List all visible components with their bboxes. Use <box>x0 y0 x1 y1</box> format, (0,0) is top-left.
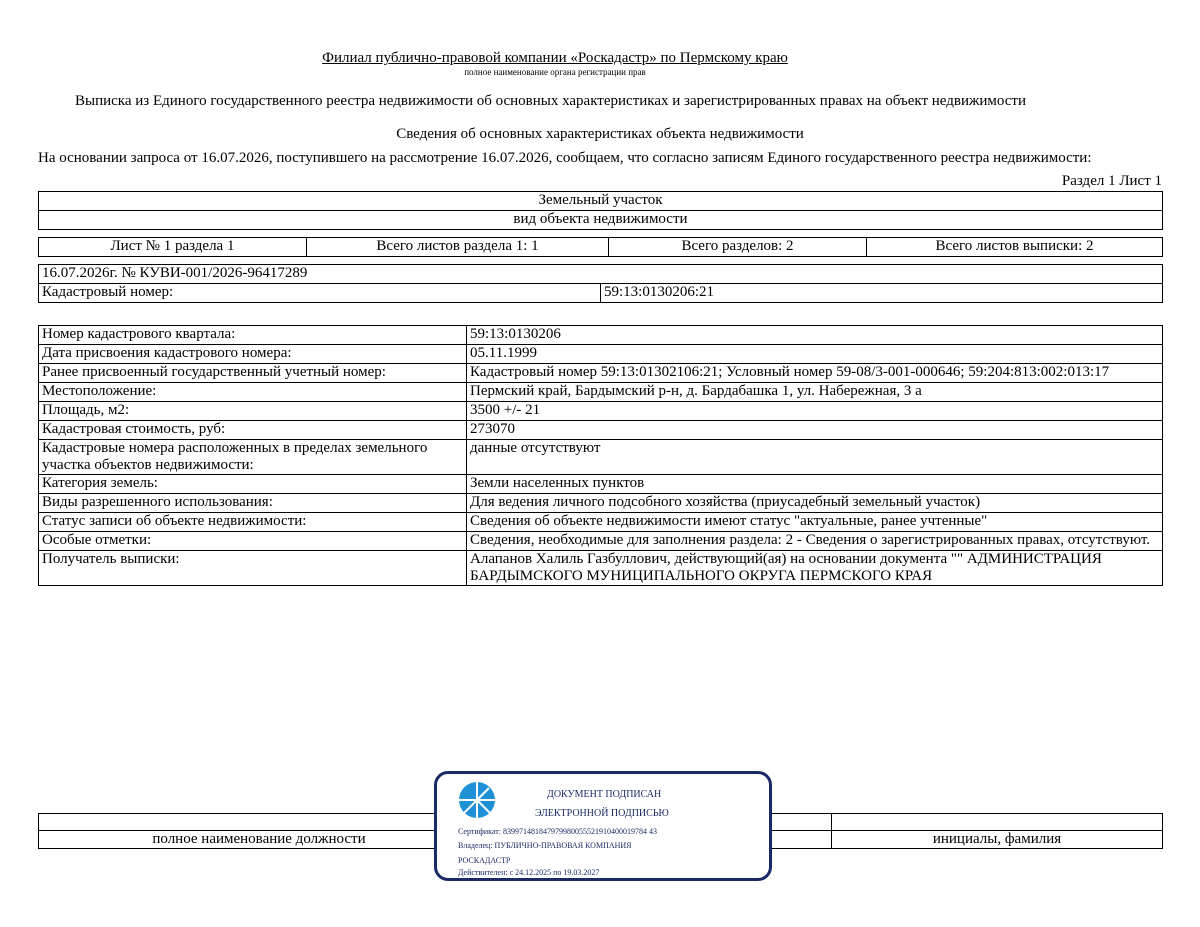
stamp-certificate: Сертификат: 839971481847979980055521910400019784 43 <box>458 827 657 836</box>
row-label: Особые отметки: <box>39 532 467 551</box>
row-label: Виды разрешенного использования: <box>39 494 467 513</box>
total-sheets: Всего листов выписки: 2 <box>867 238 1163 257</box>
row-label: Площадь, м2: <box>39 402 467 421</box>
table-row <box>39 326 1163 345</box>
total-sections: Всего разделов: 2 <box>609 238 867 257</box>
row-label: Кадастровая стоимость, руб: <box>39 421 467 440</box>
signature-position-cell <box>39 814 480 831</box>
document-title: Выписка из Единого государственного реестра недвижимости об основных характеристиках и зарегистрированных правах на объект недвижимости <box>75 93 1027 109</box>
row-label: Кадастровые номера расположенных в пределах земельного участка объектов недвижимости: <box>39 440 467 475</box>
rosreestr-logo-icon <box>457 780 497 820</box>
cadastral-label: Кадастровый номер: <box>39 284 601 303</box>
org-name-caption: полное наименование органа регистрации прав <box>464 67 646 77</box>
org-name: Филиал публично-правовой компании «Роскадастр» по Пермскому краю <box>322 50 788 66</box>
table-row <box>39 383 1163 402</box>
row-value: 05.11.1999 <box>467 345 1163 364</box>
row-value: 59:13:0130206 <box>467 326 1163 345</box>
row-label: Дата присвоения кадастрового номера: <box>39 345 467 364</box>
row-label: Статус записи об объекте недвижимости: <box>39 513 467 532</box>
row-value: Алапанов Халиль Газбуллович, действующий(ая) на основании документа "" АДМИНИСТРАЦИЯ БАРДЫМСКОГО МУНИЦИПАЛЬНОГО ОКРУГА ПЕРМСКОГО КРАЯ <box>467 551 1163 586</box>
row-value: Сведения, необходимые для заполнения раздела: 2 - Сведения о зарегистрированных правах, отсутствуют. <box>467 532 1163 551</box>
sheets-table <box>38 237 1163 257</box>
table-row <box>39 494 1163 513</box>
table-row <box>39 402 1163 421</box>
table-row <box>39 513 1163 532</box>
table-row <box>39 345 1163 364</box>
stamp-valid: Действителен: с 24.12.2025 по 19.03.2027 <box>458 868 600 877</box>
row-value: Для ведения личного подсобного хозяйства (приусадебный земельный участок) <box>467 494 1163 513</box>
stamp-line-2: ЭЛЕКТРОННОЙ ПОДПИСЬЮ <box>535 808 669 819</box>
row-value: данные отсутствуют <box>467 440 1163 475</box>
row-value: Земли населенных пунктов <box>467 475 1163 494</box>
table-row <box>39 551 1163 586</box>
stamp-owner: Владелец: ПУБЛИЧНО-ПРАВОВАЯ КОМПАНИЯ <box>458 841 632 850</box>
signature-name-cell <box>832 814 1163 831</box>
row-label: Ранее присвоенный государственный учетный номер: <box>39 364 467 383</box>
section-title: Сведения об основных характеристиках объекта недвижимости <box>396 126 804 142</box>
object-type: Земельный участок <box>39 192 1163 211</box>
row-value: Пермский край, Бардымский р-н, д. Бардабашка 1, ул. Набережная, 3 а <box>467 383 1163 402</box>
position-caption: полное наименование должности <box>39 831 480 849</box>
row-value: Сведения об объекте недвижимости имеют статус "актуальные, ранее учтенные" <box>467 513 1163 532</box>
record-table <box>38 264 1163 303</box>
table-row <box>39 440 1163 475</box>
cadastral-value: 59:13:0130206:21 <box>601 284 1163 303</box>
row-value: 273070 <box>467 421 1163 440</box>
total-sheets-section: Всего листов раздела 1: 1 <box>307 238 609 257</box>
table-row <box>39 532 1163 551</box>
stamp-owner-name: РОСКАДАСТР <box>458 856 511 865</box>
table-row <box>39 364 1163 383</box>
row-label: Категория земель: <box>39 475 467 494</box>
row-value: Кадастровый номер 59:13:01302106:21; Условный номер 59-08/3-001-000646; 59:204:813:002:013:17 <box>467 364 1163 383</box>
record-number: 16.07.2026г. № КУВИ-001/2026-96417289 <box>39 265 1163 284</box>
row-label: Получатель выписки: <box>39 551 467 586</box>
table-row <box>39 475 1163 494</box>
name-caption: инициалы, фамилия <box>832 831 1163 849</box>
stamp-line-1: ДОКУМЕНТ ПОДПИСАН <box>547 789 662 800</box>
object-type-caption: вид объекта недвижимости <box>39 211 1163 230</box>
table-row <box>39 421 1163 440</box>
row-value: 3500 +/- 21 <box>467 402 1163 421</box>
row-label: Местоположение: <box>39 383 467 402</box>
electronic-signature-stamp <box>434 771 772 881</box>
request-text: На основании запроса от 16.07.2026, поступившего на рассмотрение 16.07.2026, сообщаем, что согласно записям Единого государственного реестра недвижимости: <box>38 150 1092 166</box>
object-type-table <box>38 191 1163 230</box>
row-label: Номер кадастрового квартала: <box>39 326 467 345</box>
characteristics-table <box>38 325 1163 586</box>
section-sheet-label: Раздел 1 Лист 1 <box>1061 173 1162 189</box>
sheet-number: Лист № 1 раздела 1 <box>39 238 307 257</box>
